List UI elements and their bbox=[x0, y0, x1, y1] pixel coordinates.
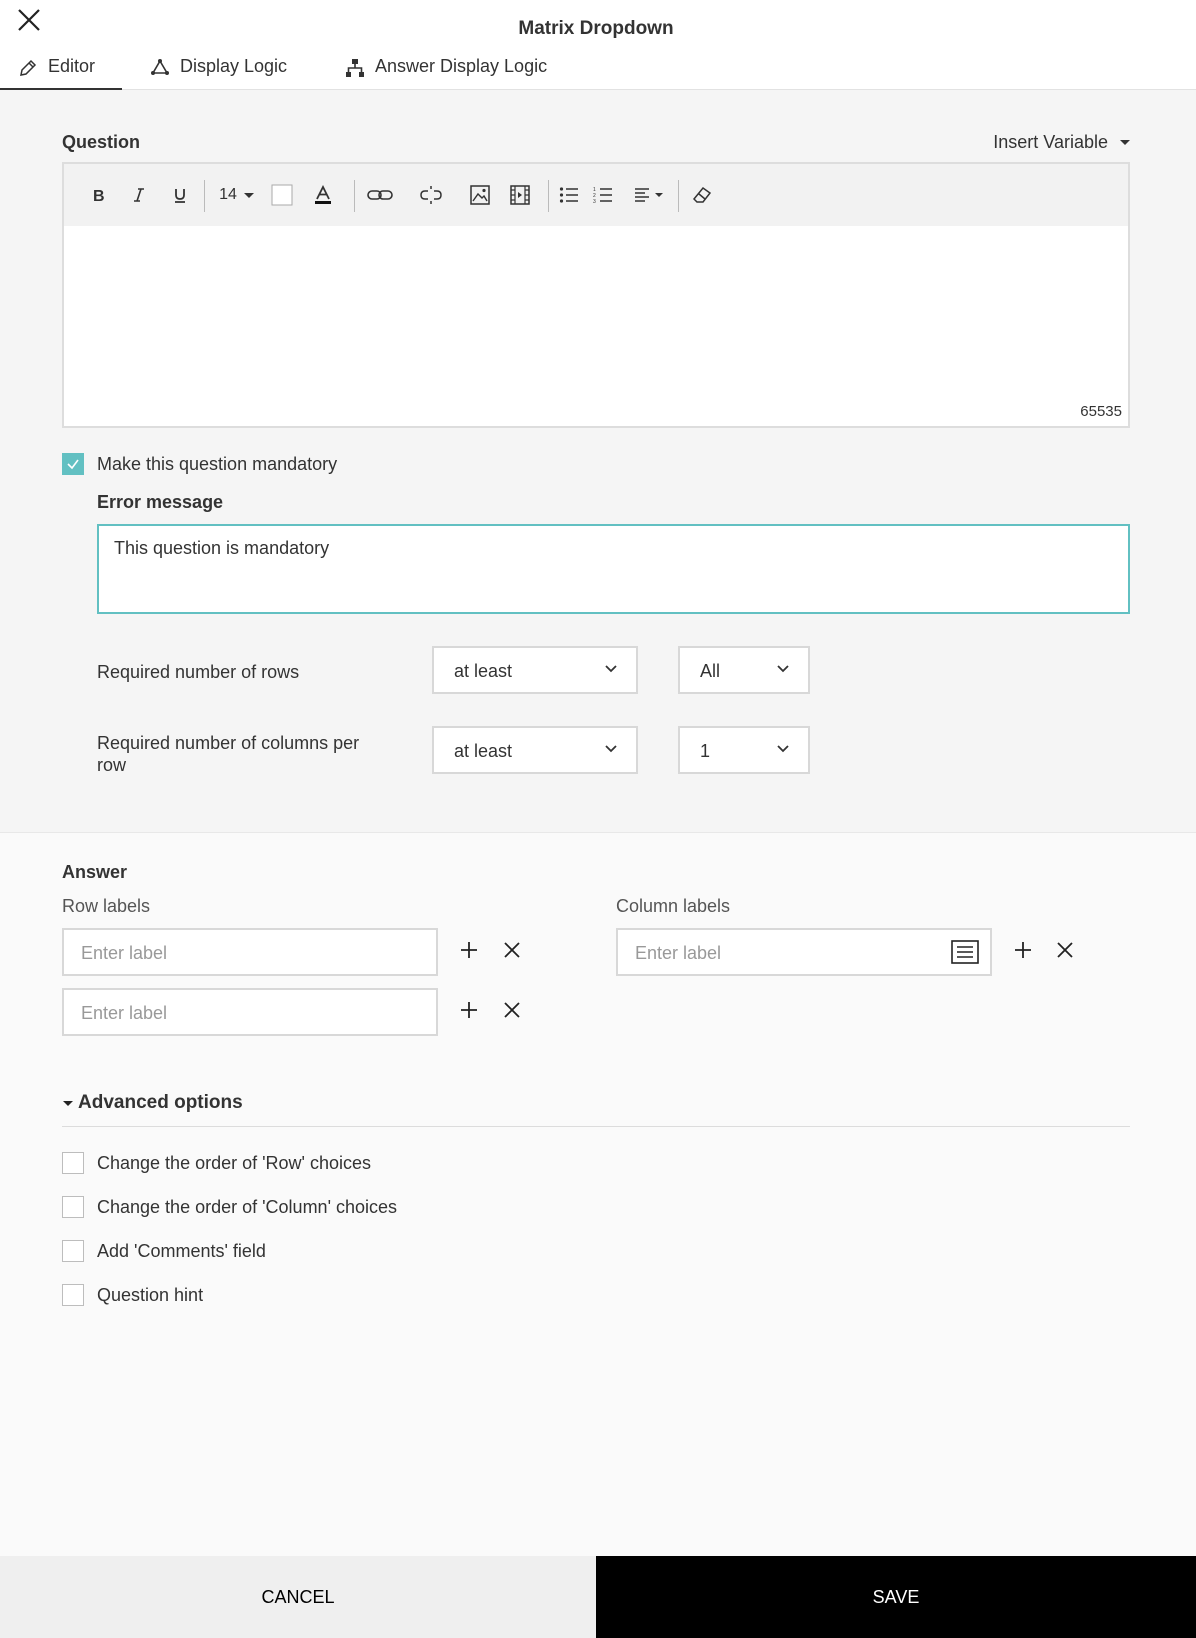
svg-text:1: 1 bbox=[593, 187, 596, 193]
answer-section bbox=[0, 833, 1196, 1556]
question-rich-text-editor bbox=[62, 162, 1130, 428]
bulleted-list-button[interactable] bbox=[558, 182, 580, 208]
tab-editor-label: Editor bbox=[48, 56, 96, 76]
advanced-divider bbox=[62, 1126, 1130, 1127]
svg-text:B: B bbox=[93, 188, 105, 203]
save-button[interactable]: SAVE bbox=[596, 1556, 1196, 1638]
color-swatch-icon bbox=[271, 184, 293, 206]
toolbar-divider bbox=[354, 180, 355, 212]
chevron-down-icon bbox=[604, 662, 618, 676]
svg-text:3: 3 bbox=[593, 199, 596, 204]
character-counter: 65535 bbox=[1080, 403, 1122, 420]
remove-column-icon[interactable] bbox=[1056, 941, 1074, 959]
text-color-icon bbox=[314, 185, 332, 205]
remove-link-button[interactable] bbox=[418, 182, 444, 208]
required-rows-value-select[interactable] bbox=[678, 646, 810, 694]
required-columns-label-line2: row bbox=[97, 755, 127, 775]
row-labels-title: Row labels bbox=[62, 896, 151, 916]
editor-toolbar bbox=[64, 164, 1128, 226]
pencil-icon bbox=[18, 58, 38, 78]
question-text-area[interactable] bbox=[64, 226, 1128, 426]
insert-variable-label: Insert Variable bbox=[993, 132, 1108, 152]
add-row-icon[interactable] bbox=[459, 940, 479, 960]
insert-variable-dropdown[interactable] bbox=[993, 132, 1130, 153]
chevron-down-icon bbox=[776, 662, 790, 676]
caret-down-icon bbox=[1120, 140, 1130, 145]
unlink-icon bbox=[419, 185, 443, 205]
comments-field-label: Add 'Comments' field bbox=[97, 1241, 266, 1261]
underline-button[interactable] bbox=[169, 182, 191, 208]
svg-text:2: 2 bbox=[593, 193, 596, 199]
clear-formatting-button[interactable] bbox=[690, 182, 714, 208]
caret-down-icon bbox=[62, 1099, 74, 1107]
required-columns-value: 1 bbox=[700, 741, 711, 761]
mandatory-checkbox[interactable] bbox=[62, 453, 84, 475]
insert-video-button[interactable] bbox=[508, 182, 532, 208]
numbered-list-button[interactable] bbox=[592, 182, 614, 208]
required-columns-label: Required number of columns per bbox=[97, 733, 360, 753]
add-row-icon[interactable] bbox=[459, 1000, 479, 1020]
logic-triangle-icon bbox=[150, 58, 170, 78]
italic-icon bbox=[132, 187, 146, 203]
row-label-input[interactable]: Enter label bbox=[62, 928, 438, 976]
question-hint-label: Question hint bbox=[97, 1285, 204, 1305]
remove-row-icon[interactable] bbox=[503, 1001, 521, 1019]
bold-button[interactable] bbox=[88, 182, 110, 208]
italic-button[interactable] bbox=[128, 182, 150, 208]
required-rows-value: All bbox=[700, 661, 721, 681]
chevron-down-icon bbox=[604, 742, 618, 756]
text-align-select[interactable] bbox=[632, 182, 666, 208]
column-label-input[interactable]: Enter label bbox=[616, 928, 992, 976]
required-rows-mode-value: at least bbox=[454, 661, 513, 681]
align-left-icon bbox=[634, 187, 650, 203]
bullet-list-icon bbox=[559, 186, 579, 204]
question-section bbox=[0, 90, 1196, 833]
chevron-down-icon bbox=[776, 742, 790, 756]
image-icon bbox=[470, 185, 490, 205]
error-message-input[interactable]: This question is mandatory bbox=[97, 524, 1130, 614]
cancel-button[interactable]: CANCEL bbox=[0, 1556, 596, 1638]
randomize-rows-label: Change the order of 'Row' choices bbox=[97, 1153, 372, 1173]
checkmark-icon bbox=[63, 454, 83, 474]
required-columns-mode-value: at least bbox=[454, 741, 513, 761]
toolbar-divider bbox=[548, 180, 549, 212]
toolbar-divider bbox=[204, 180, 205, 212]
bold-icon bbox=[92, 187, 106, 203]
column-labels-title: Column labels bbox=[616, 896, 731, 916]
add-column-icon[interactable] bbox=[1013, 940, 1033, 960]
eraser-icon bbox=[692, 186, 712, 204]
required-columns-mode-select[interactable] bbox=[432, 726, 638, 774]
randomize-columns-label: Change the order of 'Column' choices bbox=[97, 1197, 398, 1217]
question-hint-checkbox[interactable] bbox=[62, 1284, 84, 1306]
numbered-list-icon bbox=[593, 186, 613, 204]
dialog-header bbox=[0, 0, 1196, 90]
tab-answer-display-logic[interactable] bbox=[345, 52, 547, 90]
underline-icon bbox=[173, 187, 187, 203]
row-label-input[interactable]: Enter label bbox=[62, 988, 438, 1036]
answer-label: Answer bbox=[62, 862, 128, 882]
font-size-value: 14 bbox=[219, 186, 237, 203]
error-message-label: Error message bbox=[97, 492, 224, 512]
font-size-select[interactable] bbox=[216, 182, 258, 208]
required-rows-mode-select[interactable] bbox=[432, 646, 638, 694]
text-color-button[interactable] bbox=[312, 182, 334, 208]
advanced-options-title: Advanced options bbox=[78, 1092, 243, 1113]
required-rows-label: Required number of rows bbox=[97, 662, 300, 682]
tab-answer-display-logic-label: Answer Display Logic bbox=[375, 56, 548, 76]
insert-image-button[interactable] bbox=[468, 182, 492, 208]
randomize-rows-checkbox[interactable] bbox=[62, 1152, 84, 1174]
comments-field-checkbox[interactable] bbox=[62, 1240, 84, 1262]
remove-row-icon[interactable] bbox=[503, 941, 521, 959]
insert-link-button[interactable] bbox=[366, 182, 394, 208]
required-columns-value-select[interactable] bbox=[678, 726, 810, 774]
tab-display-logic-label: Display Logic bbox=[180, 56, 288, 76]
link-icon bbox=[367, 188, 393, 202]
dialog-title: Matrix Dropdown bbox=[518, 18, 674, 39]
question-label: Question bbox=[62, 132, 141, 152]
background-color-button[interactable] bbox=[270, 182, 294, 208]
rich-text-editor-icon[interactable] bbox=[951, 940, 979, 964]
mandatory-label: Make this question mandatory bbox=[97, 454, 338, 474]
caret-down-icon bbox=[654, 191, 664, 199]
advanced-options-toggle[interactable] bbox=[62, 1092, 243, 1114]
toolbar-divider bbox=[678, 180, 679, 212]
randomize-columns-checkbox[interactable] bbox=[62, 1196, 84, 1218]
tree-hierarchy-icon bbox=[345, 58, 365, 78]
tab-display-logic[interactable] bbox=[150, 52, 287, 90]
video-icon bbox=[510, 185, 530, 205]
tab-editor[interactable] bbox=[0, 52, 122, 90]
caret-down-icon bbox=[243, 191, 255, 199]
